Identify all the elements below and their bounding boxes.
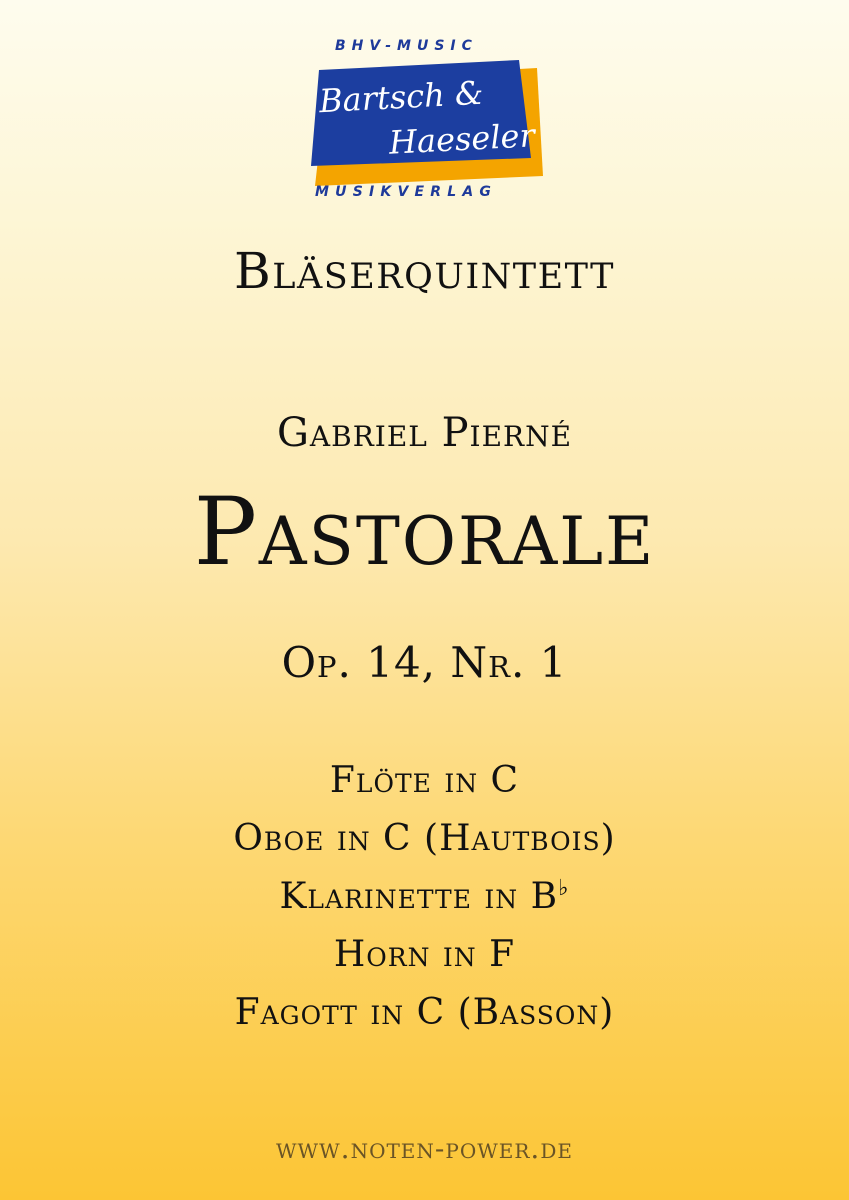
instrument-label: Horn in F (333, 934, 516, 975)
work-title: Pastorale (193, 478, 656, 587)
logo-name-line2: Haeseler (388, 116, 536, 162)
instrument-item (0, 752, 849, 810)
instrument-label: Klarinette in B (279, 876, 559, 917)
composer-name: Gabriel Pierné (276, 410, 573, 456)
logo-top-text: BHV-MUSIC (335, 38, 478, 54)
publisher-logo (305, 36, 545, 206)
flat-accidental: ♭ (558, 876, 570, 901)
instrument-label: Oboe in C (Hautbois) (233, 818, 616, 859)
logo-name-line1: Bartsch & (318, 73, 485, 121)
website-url: www.noten-power.de (276, 1132, 573, 1165)
instrument-label: Fagott in C (Basson) (234, 992, 615, 1033)
opus-number: Op. 14, Nr. 1 (281, 638, 568, 687)
instrument-item (0, 926, 849, 984)
instrument-item (0, 810, 849, 868)
logo-bottom-text: MUSIKVERLAG (315, 184, 498, 200)
ensemble-heading: Bläserquintett (233, 242, 615, 300)
instrument-label: Flöte in C (329, 760, 520, 801)
instrument-list (0, 752, 849, 1042)
instrument-item (0, 984, 849, 1042)
instrument-item (0, 868, 849, 926)
